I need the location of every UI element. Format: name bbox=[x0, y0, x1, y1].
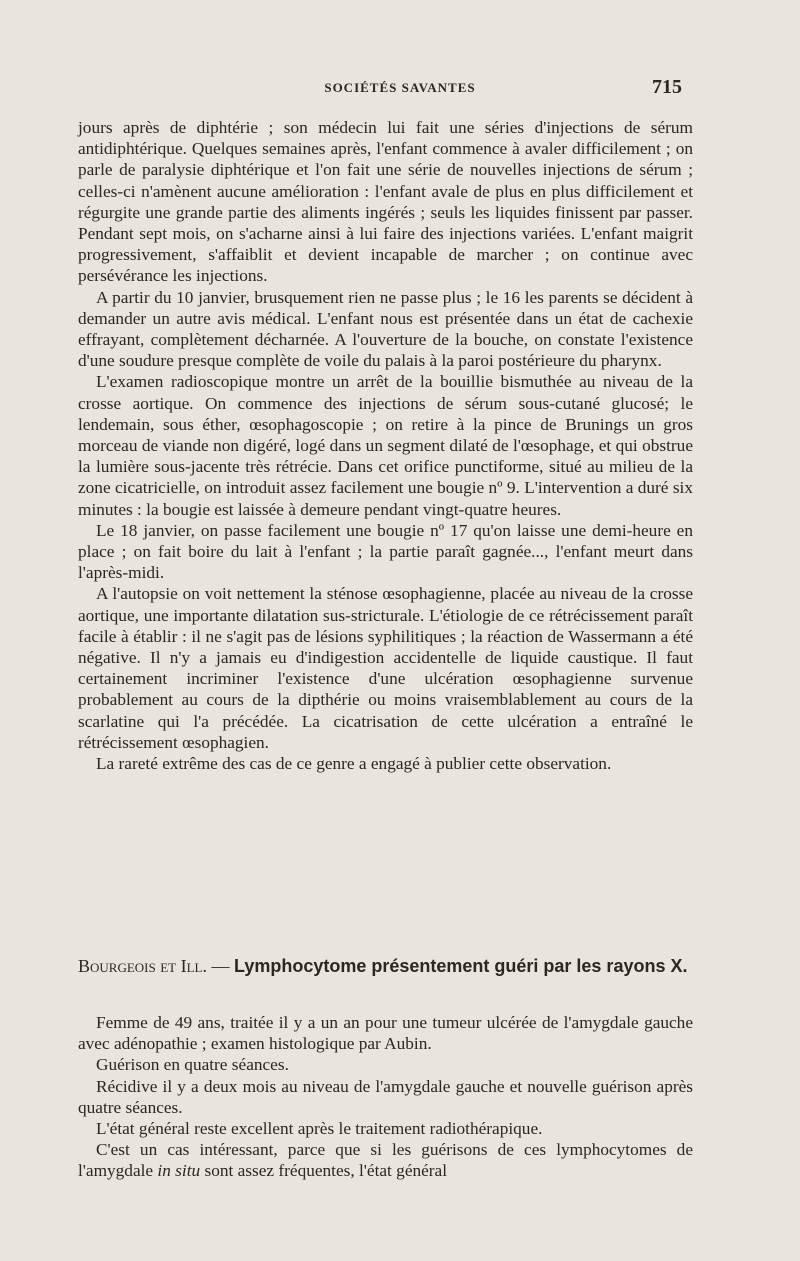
section-heading bbox=[78, 955, 693, 977]
paragraph: Récidive il y a deux mois au niveau de l'amygdale gauche et nouvelle guérison après quatre séances. bbox=[78, 1076, 693, 1117]
case-report-body bbox=[78, 117, 693, 774]
paragraph: L'examen radioscopique montre un arrêt de la bouillie bismuthée au niveau de la crosse aortique. On commence des injections de sérum sous-cutané glucosé; le lendemain, sous éther, œsophagoscopie ; on retire à la pince de Brunings un gros morceau de viande non digéré, logé dans un segment dilaté de l'œsophage, et qui obstrue la lumière sous-jacente très rétrécie. Dans cet orifice punctiforme, situé au milieu de la zone cicatricielle, on introduit assez facilement une bougie nº 9. L'intervention a duré six minutes : la bougie est laissée à demeure pendant vingt-quatre heures. bbox=[78, 372, 693, 519]
heading-dash: — bbox=[207, 956, 234, 976]
section-authors: Bourgeois et Ill. bbox=[78, 956, 207, 976]
paragraph: L'état général reste excellent après le traitement radiothérapique. bbox=[96, 1119, 543, 1139]
paragraph: Femme de 49 ans, traitée il y a un an pour une tumeur ulcérée de l'amygdale gauche avec adénopathie ; examen histologique par Aubin. bbox=[78, 1013, 693, 1054]
paragraph: Guérison en quatre séances. bbox=[96, 1055, 289, 1075]
paragraph: Le 18 janvier, on passe facilement une bougie nº 17 qu'on laisse une demi-heure en place ; on fait boire du lait à l'enfant ; la partie paraît gagnée..., l'enfant meurt dans l'après-midi. bbox=[78, 520, 693, 583]
section-title: Lymphocytome présentement guéri par les rayons X. bbox=[234, 956, 688, 976]
running-head: SOCIÉTÉS SAVANTES bbox=[324, 80, 476, 95]
paragraph: La rareté extrême des cas de ce genre a engagé à publier cette observation. bbox=[96, 754, 612, 774]
page-number: 715 bbox=[652, 76, 682, 98]
paragraph bbox=[78, 1139, 693, 1181]
paragraph: A l'autopsie on voit nettement la sténose œsophagienne, placée au niveau de la crosse aortique, une importante dilatation sus-stricturale. L'étiologie de ce rétrécissement paraît facile à établir : il ne s'agit pas de lésions syphilitiques ; la réaction de Wassermann a été négative. Il n'y a jamais eu d'indigestion accidentelle de liquide caustique. Il faut certainement incriminer l'existence d'une ulcération œsophagienne survenue probablement au cours de la dipthérie ou moins vraisemblablement au cours de la scarlatine qui l'a précédée. La cicatrisation de cette ulcération a entraîné le rétrécissement œsophagien. bbox=[78, 584, 693, 752]
italic-term: in situ bbox=[157, 1161, 201, 1181]
paragraph: jours après de diphtérie ; son médecin lui fait une séries d'injections de sérum antidiphtérique. Quelques semaines après, l'enfant commence à avaler difficilement ; on parle de paralysie diphtérique et l'on fait une série de nouvelles injections de sérum ; celles-ci n'amènent aucune amélioration : l'enfant avale de plus en plus difficilement et régurgite une grande partie des aliments ingérés ; seuls les liquides finissent par passer. Pendant sept mois, on s'acharne ainsi à lui faire des injections variées. L'enfant maigrit progressivement, s'affaiblit et devient incapable de marcher ; on continue avec persévérance les injections. bbox=[78, 118, 693, 286]
lymphocytome-body bbox=[78, 1012, 693, 1182]
paragraph: A partir du 10 janvier, brusquement rien ne passe plus ; le 16 les parents se décident à demander un autre avis médical. L'enfant nous est présentée dans un état de cachexie effrayant, complètement décharnée. A l'ouverture de la bouche, on constate l'existence d'une soudure presque complète de voile du palais à la paroi postérieure du pharynx. bbox=[78, 287, 693, 371]
text-run: C'est un cas intéressant, parce que si les guérisons de ces lymphocytomes de l'amygdale bbox=[78, 1140, 693, 1181]
text-run: sont assez fréquentes, l'état général bbox=[200, 1161, 448, 1181]
